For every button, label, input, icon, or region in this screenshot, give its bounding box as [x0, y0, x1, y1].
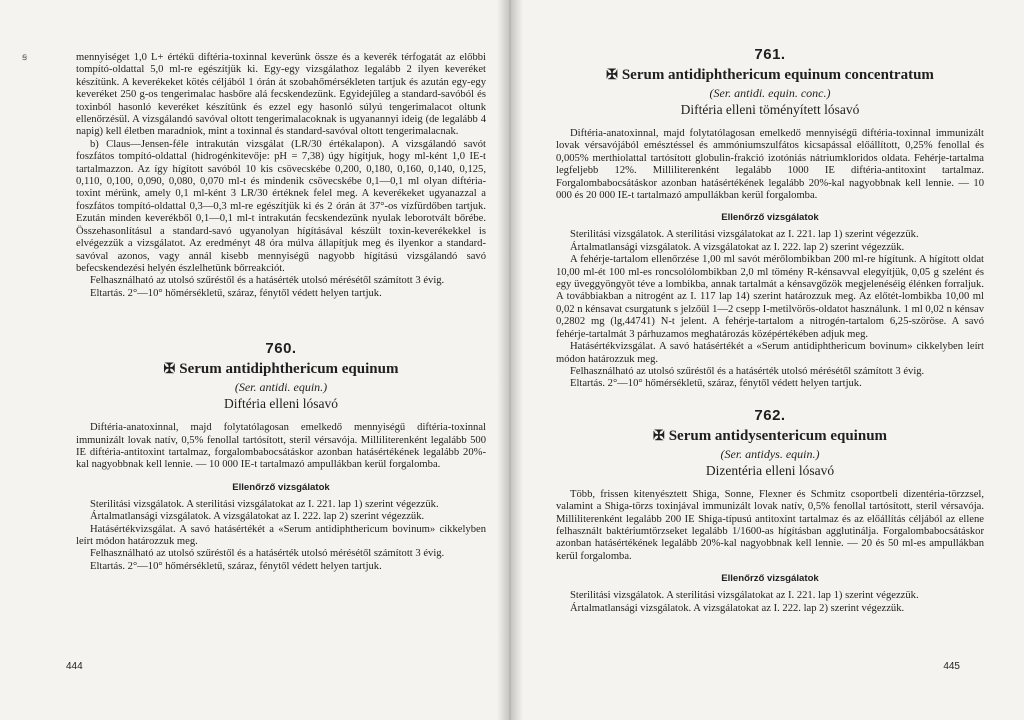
- test-item: Felhasználható az utolsó szűréstől és a hatásérték utolsó mérésétől számított 3 évig.: [90, 548, 445, 560]
- article-description: Diftéria-anatoxinnal, majd folytatólagosan emelkedő mennyiségű diftéria-toxinnal immunizált lovak natív, 0,5% fenollal tartósított, steril vérsavója. Milliliterenként legalább 500 IE diftéria-antitoxint tartalmaz, forgalombabocsátáskor azonban hatásértékének legalább 20%-kal nagyobbnak kell lennie. — 10 000 IE-t tartalmazó ampullákban kerül forgalomba.: [76, 422, 486, 471]
- margin-mark: ꞩ: [22, 52, 28, 63]
- control-heading: Ellenőrző vizsgálatok: [721, 212, 819, 224]
- test-item: Sterilitási vizsgálatok. A sterilitási vizsgálatokat az I. 221. lap 1) szerint végezzük.: [570, 590, 919, 602]
- article-abbreviation: (Ser. antidys. equin.): [720, 446, 820, 461]
- test-item: Eltartás. 2°—10° hőmérsékletű, száraz, fénytől védett helyen tartjuk.: [90, 560, 382, 572]
- article-abbreviation: (Ser. antidi. equin. conc.): [709, 86, 831, 100]
- article-title: [556, 67, 984, 84]
- test-item: Ártalmatlansági vizsgálatok. A vizsgálatokat az I. 222. lap 2) szerint végezzük.: [570, 602, 905, 614]
- storage-note: Eltartás. 2°—10° hőmérsékletű, száraz, fénytől védett helyen tartjuk.: [90, 287, 382, 299]
- usage-note: Felhasználható az utolsó szűréstől és a hatásérték utolsó mérésétől számított 3 évig.: [90, 275, 445, 287]
- article-hungarian-title: Dizentéria elleni lósavó: [705, 462, 835, 478]
- article-number: 760.: [265, 340, 297, 358]
- page-number: 444: [66, 661, 83, 672]
- test-item: Ártalmatlansági vizsgálatok. A vizsgálatokat az I. 222. lap 2) szerint végezzük.: [570, 241, 905, 253]
- page-number: 445: [943, 661, 960, 672]
- intro-paragraph: mennyiséget 1,0 L+ értékű diftéria-toxinnal keverünk össze és a keverék térfogatát az előbbi tompító-oldattal 5,0 ml-re egészítjük ki. Egy-egy vizsgálathoz legalább 2 ilyen keveréket készítünk. A keverékeket kötés céljából 1 órán át szobahőmérsékleten tartjuk és azután egy-egy keveréket 250 g-os tengerimalac hasbőre alá fecskendezünk. Egyidejűleg a standard-savóból és toxinból hasonló keveréket készítünk és ezzel egy hasonló súlyú tengerimalacot oltunk ellenőrzésül. A vizsgálandó savóval oltott tengerimalacoknak is ugyanannyi ideig (de legalább 4 napig) kell életben maradniok, mint a toxinnal és standard-savóval oltott tengerimalacnak.: [76, 52, 486, 138]
- control-heading: Ellenőrző vizsgálatok: [721, 573, 819, 585]
- article-title-text: Serum antidiphthericum equinum concentratum: [621, 67, 934, 83]
- article-title-text: Serum antidysentericum equinum: [668, 427, 888, 444]
- test-item: Hatásértékvizsgálat. A savó hatásértékét a «Serum antidiphthericum bovinum» cikkelyben leírt módon határozzuk meg.: [556, 341, 984, 365]
- test-item: Sterilitási vizsgálatok. A sterilitási vizsgálatokat az I. 221. lap 1) szerint végezzük.: [570, 229, 919, 241]
- cross-icon: ✠: [163, 362, 176, 378]
- intro-paragraph: b) Claus—Jensen-féle intrakután vizsgálat (LR/30 értékalapon). A vizsgálandó savót foszfátos tompító-oldattal (hidrogénkitevője: pH = 7,38) úgy hígítjuk, hogy ml-ként 1,0 IE-t tartalmazzon. Az így hígított savóból 10 kis csövecskébe 0,200, 0,180, 0,160, 0,140, 0,125, 0,110, 0,100, 0,090, 0,080, 0,070 ml-t és mindenik csövecskébe 0,1—0,1 ml olyan diftéria-toxint mérünk, amely 0,1 ml-ként 3 LR/30 értéknek felel meg. A keverékeket ugyanazzal a foszfátos tompító-oldattal 0,3—0,3 ml-re egészítjük ki és 2 órán át 37°-os vízfürdőben tartjuk. Ezután minden keverékből 0,1—0,1 ml-t intrakután fecskendezünk nyulak leborotvált bőrébe. Összehasonlításul a standard-savó ugyanolyan hígításával készült toxin-keverékekkel is elvégezzük a vizsgálatot. Az eredményt 48 óra múlva állapítjuk meg és ilyenkor a standard-savóval azonos, vagy annál kisebb mennyiségű nagyobb hígítású vizsgálandó savó befecskendezési helyén észlelhetünk bőrreakciót.: [76, 138, 486, 274]
- article-abbreviation: (Ser. antidi. equin.): [234, 380, 328, 395]
- left-page: [0, 0, 510, 720]
- article-description: Több, frissen kitenyésztett Shiga, Sonne, Flexner és Schmitz csoportbeli dizentéria-törzzsel, valamint a Shiga-törzs toxinjával immunizált lovak natív, 0,5% fenollal tartósított, steril vérsavója. Milliliterenként legalább 200 IE Shiga-típusú antitoxint tartalmaz és az előállítás céljából az ellene felhasznált baktériumtörzseket legalább 1/1600-as hígításban agglutinálja. Forgalombabocsátáskor azonban hatásértékének legalább 20%-kal nagyobbnak kell lennie. — 20 és 50 ml-es ampullákban kerül forgalomba.: [556, 488, 984, 562]
- article-number: 762.: [754, 406, 786, 424]
- right-page: [510, 0, 1024, 720]
- test-item: Felhasználható az utolsó szűréstől és a hatásérték utolsó mérésétől számított 3 évig.: [570, 365, 925, 377]
- test-item: Hatásértékvizsgálat. A savó hatásértékét a «Serum antidiphthericum bovinum» cikkelyben leírt módon határozzuk meg.: [76, 523, 486, 547]
- cross-icon: ✠: [606, 68, 618, 83]
- test-item: A fehérje-tartalom ellenőrzése 1,00 ml savót mérőlombikban 200 ml-re hígítunk. A hígított oldat 10,00 ml-ét 100 ml-es roncsolólombikban 2,0 ml tömény R-kénsavval elegyítjük, 0,05 g szelént és egy üveggyöngyöt téve a lombikba, annak tartalmát a kénsavgőzök megjelenéséig élénken forraljuk. A továbbiakban a nitrogént az I. 117 lap 14) szerint határozzuk meg. Az előtét-lombikba 10,00 ml 0,02 n kénsavat csurgatunk s jelzőül 1—2 csepp I-metilvörös-oldatot használunk. 1 ml 0,02 n kénsav 0,2802 mg (lg,44741) N-t jelent. A fehérje-tartalom a nitrogén-tartalom 6,25-szöröse. A savó fehérje-tartalmát 3 párhuzamos meghatározás középértékében adjuk meg.: [556, 254, 984, 340]
- test-item: Ártalmatlansági vizsgálatok. A vizsgálatokat az I. 222. lap 2) szerint végezzük.: [90, 511, 425, 523]
- article-title-text: Serum antidiphthericum equinum: [179, 361, 399, 378]
- book-gutter: [497, 0, 523, 720]
- test-item: Sterilitási vizsgálatok. A sterilitási vizsgálatokat az I. 221. lap 1) szerint végezzük.: [90, 498, 439, 510]
- article-number: 761.: [754, 46, 786, 63]
- control-heading: Ellenőrző vizsgálatok: [232, 481, 330, 493]
- cross-icon: ✠: [652, 428, 665, 444]
- article-hungarian-title: Diftéria elleni lósavó: [224, 396, 338, 412]
- article-hungarian-title: Diftéria elleni töményített lósavó: [680, 102, 860, 117]
- article-description: Diftéria-anatoxinnal, majd folytatólagosan emelkedő mennyiségű diftéria-toxinnal immunizált lovak vérsavójából emésztéssel és ammóniumszulfátos kicsapással előállított, 0,25% fenollal és 0,005% merthiolattal tartósított globulin-frakció izotóniás nátriumkloridos oldata. Fehérje-tartalma legfeljebb 12%. Milliliterenként legalább 1000 IE diftéria-antitoxint tartalmaz. Forgalombabocsátáskor azonban hatásértékének legalább 20%-kal nagyobbnak kell lennie. — 10 000 és 20 000 IE-t tartalmazó ampullákban kerül forgalomba.: [556, 128, 984, 202]
- article-title: [556, 428, 984, 445]
- test-item: Eltartás. 2°—10° hőmérsékletű, száraz, fénytől védett helyen tartjuk.: [570, 378, 862, 390]
- article-title: [76, 361, 486, 378]
